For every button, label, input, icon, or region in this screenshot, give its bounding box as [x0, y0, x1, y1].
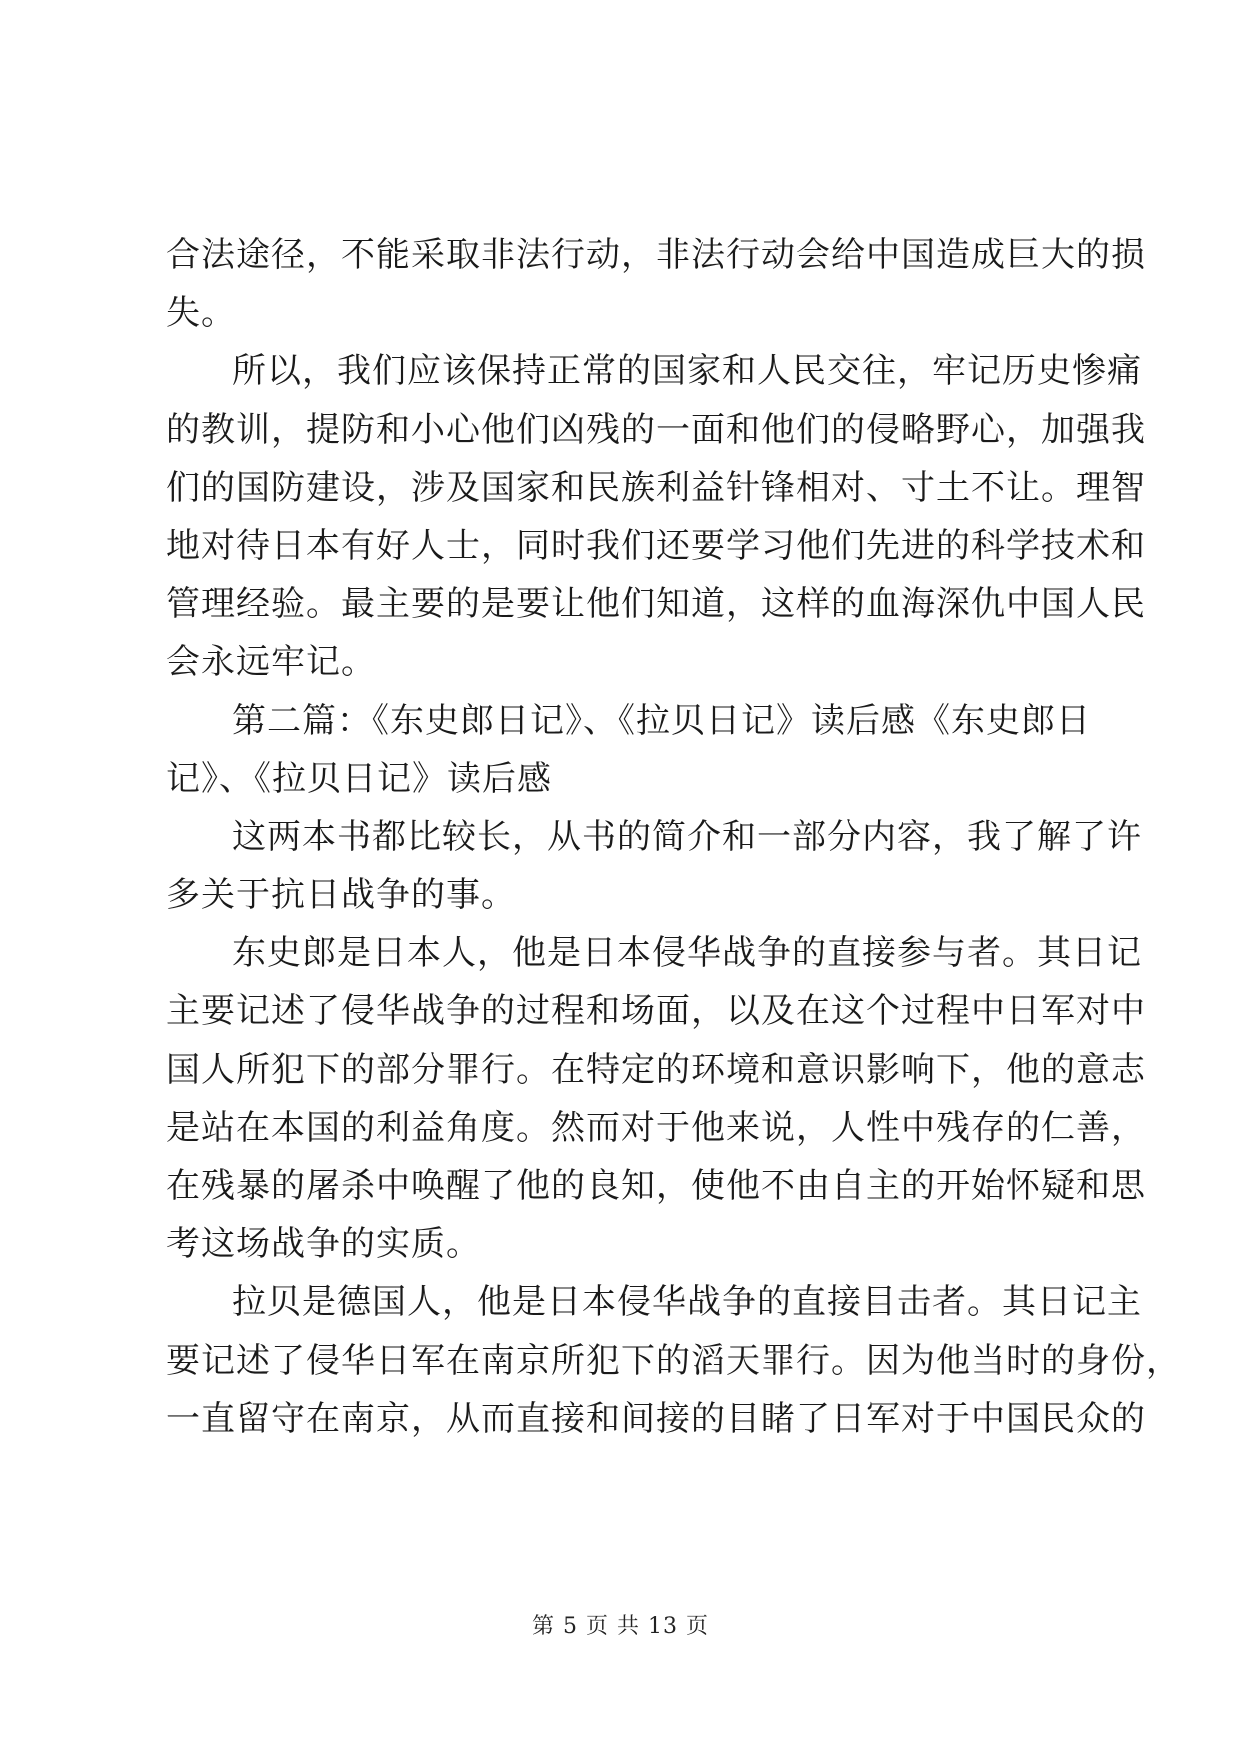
text-line: 会永远牢记。	[166, 642, 376, 683]
text-line: 要记述了侵华日军在南京所犯下的滔天罪行。因为他当时的身份，	[166, 1340, 1181, 1381]
text-line: 是站在本国的利益角度。然而对于他来说，人性中残存的仁善，	[166, 1107, 1146, 1148]
text-line: 一直留守在南京，从而直接和间接的目睹了日军对于中国民众的	[166, 1398, 1146, 1439]
text-line: 考这场战争的实质。	[166, 1224, 481, 1265]
section-heading-line: 第二篇：《东史郎日记》、《拉贝日记》读后感《东史郎日	[232, 700, 1091, 741]
text-line: 地对待日本有好人士，同时我们还要学习他们先进的科学技术和	[166, 525, 1146, 566]
text-line: 合法途径，不能采取非法行动，非法行动会给中国造成巨大的损	[166, 235, 1146, 275]
text-line: 们的国防建设，涉及国家和民族利益针锋相对、寸土不让。理智	[166, 467, 1146, 508]
text-line: 这两本书都比较长，从书的简介和一部分内容，我了解了许	[232, 816, 1142, 857]
text-line: 管理经验。最主要的是要让他们知道，这样的血海深仇中国人民	[166, 584, 1146, 625]
text-line: 在残暴的屠杀中唤醒了他的良知，使他不由自主的开始怀疑和思	[166, 1166, 1146, 1206]
document-body	[166, 226, 1181, 1448]
text-line: 所以，我们应该保持正常的国家和人民交往，牢记历史惨痛	[232, 351, 1142, 392]
text-line: 主要记述了侵华战争的过程和场面，以及在这个过程中日军对中	[166, 991, 1146, 1032]
page-number-label: 第 5 页 共 13 页	[532, 1614, 709, 1639]
section-heading-line: 记》、《拉贝日记》读后感	[166, 758, 552, 799]
text-line: 国人所犯下的部分罪行。在特定的环境和意识影响下，他的意志	[166, 1049, 1146, 1090]
text-line: 多关于抗日战争的事。	[166, 875, 516, 916]
page-footer	[0, 1612, 1241, 1642]
text-line: 的教训，提防和小心他们凶残的一面和他们的侵略野心，加强我	[166, 409, 1146, 450]
text-line: 失。	[166, 293, 236, 334]
text-line: 东史郎是日本人，他是日本侵华战争的直接参与者。其日记	[232, 933, 1142, 974]
text-line: 拉贝是德国人，他是日本侵华战争的直接目击者。其日记主	[232, 1282, 1142, 1323]
